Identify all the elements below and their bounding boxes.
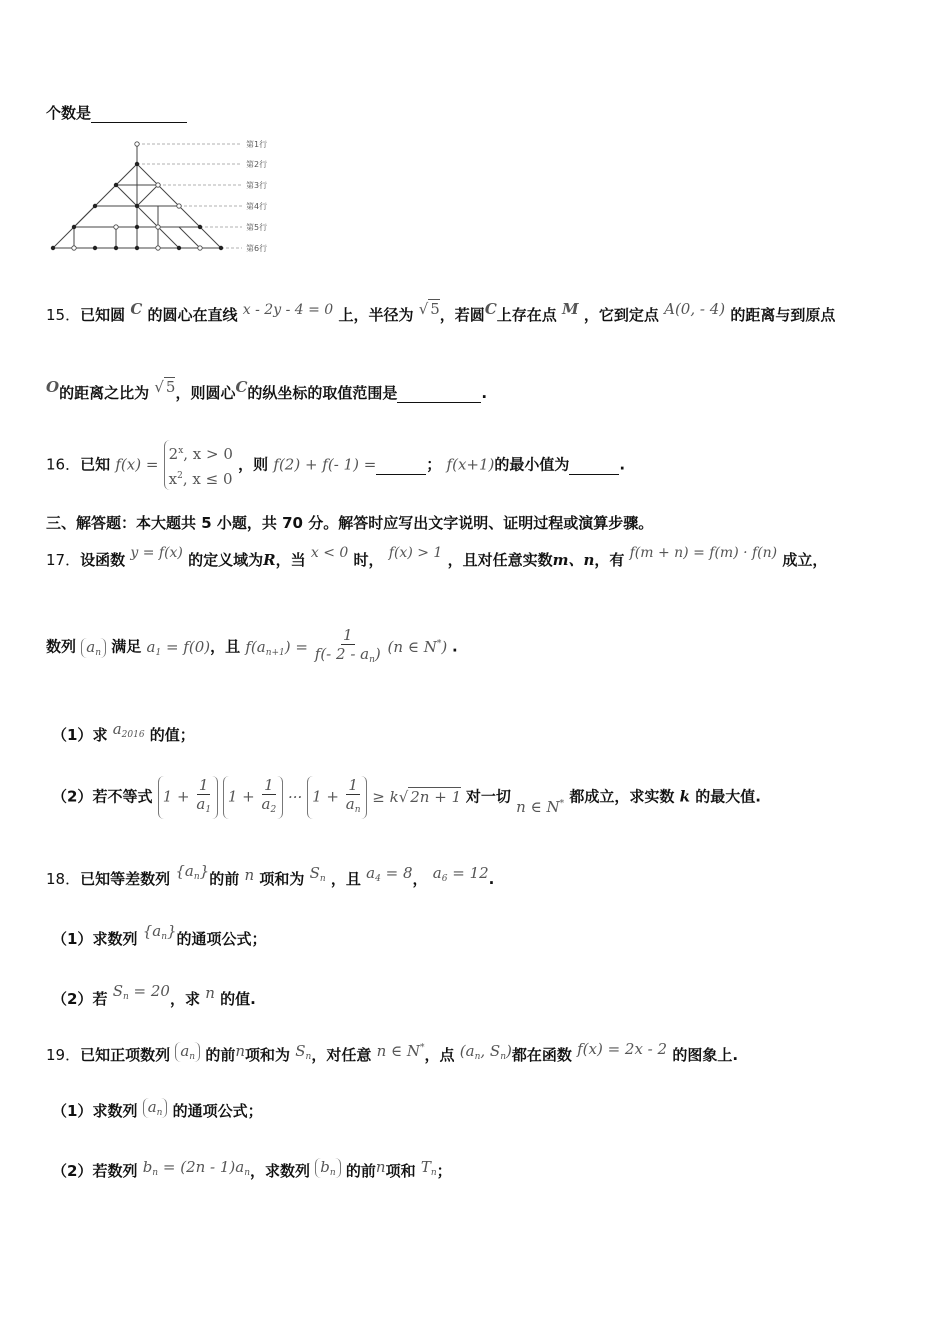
sequence-an: $a_n$ bbox=[175, 1042, 200, 1062]
circle-c: C bbox=[130, 300, 143, 318]
q14-text: 个数是 bbox=[46, 104, 92, 122]
q18-part1: （1）求数列 $\{a_n\}$的通项公式； bbox=[52, 922, 267, 948]
ratio-root: √ 5 bbox=[154, 378, 176, 396]
a2016: $a_{2016}$ bbox=[112, 720, 145, 740]
product-inequality: 1 + $\frac{1}{a_1}$ 1 + $\frac{1}{a_2}$ ··· 1 + $\frac{1}{a_n}$ ≥ k√ 2n + 1 bbox=[158, 788, 466, 806]
q18-line: 18．已知等差数列 $\{a_n\}$的前 n 项和为 $S_n$ ，且 $a_4 = 8$， $a_6 = 12$. bbox=[46, 862, 495, 888]
q19-line: 19．已知正项数列 $a_n$ 的前n项和为 $S_n$，对任意 n ∈ N*，点 ($a_n$, $S_n$)都在函数 f(x) = 2x - 2 的图象上. bbox=[46, 1040, 739, 1064]
function-y: y = f(x) bbox=[130, 545, 183, 561]
row-label-3: 第3行 bbox=[246, 181, 268, 190]
row-label-6: 第6行 bbox=[246, 244, 268, 253]
point-an-sn: ($a_n$, $S_n$) bbox=[459, 1042, 512, 1062]
q19-part1: （1）求数列 $a_n$ 的通项公式； bbox=[52, 1098, 263, 1120]
question-number: 15． bbox=[46, 306, 81, 324]
q15-line1: 15．已知圆 C 的圆心在直线 x - 2y - 4 = 0 上，半径为 √ 5，若圆C上存在点 M ，它到定点 A(0, - 4) 的距离与到原点 bbox=[46, 300, 836, 324]
question-number: 16． bbox=[46, 455, 81, 474]
q17-part2: （2）若不等式 1 + $\frac{1}{a_1}$ 1 + $\frac{1}{a_2}$ ··· 1 + $\frac{1}{a_n}$ ≥ k√ 2n + 1 对一切 n ∈ N* 都成立，求实数 k 的最大值. bbox=[52, 776, 761, 819]
row-label-2: 第2行 bbox=[246, 160, 268, 169]
radius-root: √ 5 bbox=[418, 300, 440, 318]
q17-line2: 数列 $a_n$ 满足 $a_1 = f(0)$，且 $f(a_{n+1})$ = $\frac{1}{f(- 2 - a_n)}$ (n ∈ N*) . bbox=[46, 626, 458, 665]
function-f: f(x) = 2x - 2 bbox=[577, 1040, 668, 1058]
domain-r: R bbox=[263, 551, 276, 569]
row-label-5: 第5行 bbox=[246, 223, 268, 232]
var-k: k bbox=[679, 787, 690, 806]
sequence-an: $\{a_n\}$ bbox=[175, 862, 210, 882]
q16-answer-blank-2[interactable] bbox=[569, 456, 619, 475]
a1-equation: $a_1 = f(0)$ bbox=[146, 637, 211, 658]
q19-part2: （2）若数列 $b_n = (2n - 1)a_n$，求数列 $b_n$ 的前n项和 $T_n$； bbox=[52, 1158, 452, 1180]
row-label-4: 第4行 bbox=[246, 202, 268, 211]
piecewise-cases: 2$^x$, x > 0 $x^2$, x ≤ 0 bbox=[164, 440, 233, 490]
condition-x: x < 0 bbox=[310, 545, 349, 561]
a4-value: $a_4 = 8$ bbox=[366, 864, 413, 884]
q14-answer-line bbox=[46, 102, 187, 123]
q16-line: 16．已知 f(x) = 2$^x$, x > 0 $x^2$, x ≤ 0 ，则 f(2) + f(- 1) = ； f(x+1)的最小值为 . bbox=[46, 440, 625, 490]
q15-line2: O的距离之比为 √ 5，则圆心C的纵坐标的取值范围是 . bbox=[46, 378, 488, 402]
f-sum-expression: f(2) + f(- 1) = bbox=[273, 455, 377, 474]
q17-part1: （1）求 $a_{2016}$ 的值； bbox=[52, 720, 195, 744]
inequality-f: f(x) > 1 bbox=[388, 545, 443, 561]
n-natural: n ∈ N* bbox=[516, 797, 565, 816]
bn-definition: $b_n = (2n - 1)a_n$ bbox=[142, 1158, 251, 1178]
q14-answer-blank[interactable] bbox=[91, 104, 187, 123]
question-number: 19． bbox=[46, 1046, 81, 1064]
section-3-heading: 三、解答题：本大题共 5 小题，共 70 分。解答时应写出文字说明、证明过程或演算步骤。 bbox=[46, 514, 654, 532]
sum-sn: $S_n$ bbox=[309, 864, 326, 884]
vars-mn: m、n bbox=[552, 551, 595, 569]
question-number: 17． bbox=[46, 551, 81, 569]
q16-answer-blank-1[interactable] bbox=[376, 456, 426, 475]
question-number: 18． bbox=[46, 870, 81, 888]
a6-value: $a_6 = 12$ bbox=[432, 864, 489, 884]
f-shift-expression: f(x+1) bbox=[446, 455, 495, 474]
triangle-row-figure bbox=[40, 136, 280, 256]
q17-line1: 17．设函数 y = f(x) 的定义域为R，当 x < 0 时， f(x) > 1 ，且对任意实数m、n，有 f(m + n) = f(m) · f(n) 成立， bbox=[46, 545, 828, 569]
line-equation: x - 2y - 4 = 0 bbox=[242, 302, 334, 318]
point-a: A(0, - 4) bbox=[664, 300, 726, 318]
recurrence-relation: $f(a_{n+1})$ = $\frac{1}{f(- 2 - a_n)}$ (n ∈ N*) bbox=[245, 626, 448, 665]
point-m: M bbox=[562, 300, 579, 318]
row-label-1: 第1行 bbox=[246, 140, 268, 149]
q18-part2: （2）若 $S_n = 20$，求 n 的值. bbox=[52, 982, 256, 1008]
function-f: f(x) = bbox=[115, 455, 159, 474]
sequence-an: $a_n$ bbox=[81, 638, 106, 658]
origin-o: O bbox=[46, 378, 60, 396]
q15-answer-blank[interactable] bbox=[397, 384, 481, 403]
functional-equation: f(m + n) = f(m) · f(n) bbox=[629, 545, 778, 561]
